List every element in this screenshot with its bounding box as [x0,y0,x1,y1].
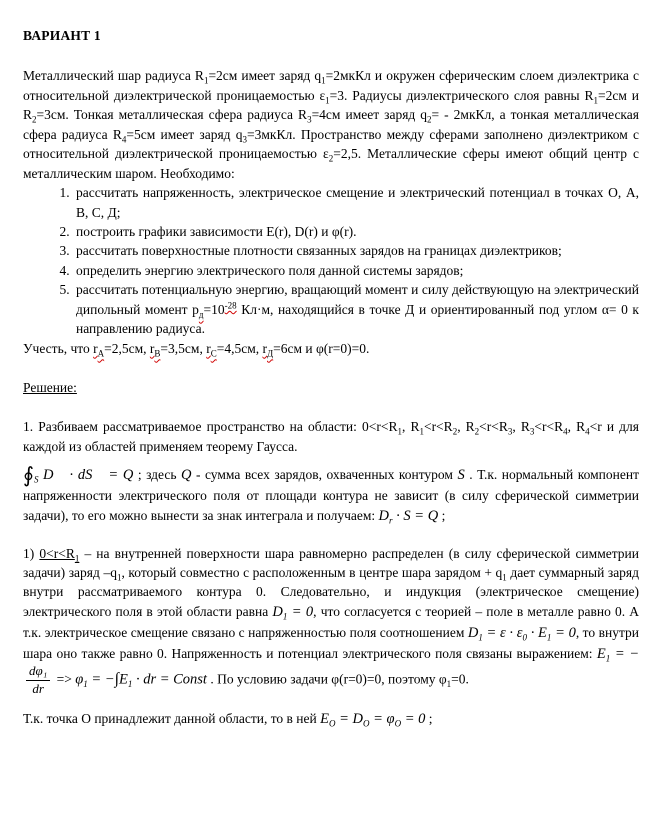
text-run: рассчитать поверхностные плотности связанных зарядов на границах диэлектриков; [76,243,562,259]
text-run: =0. [451,671,469,687]
text-run: · dr = Const [132,671,207,688]
variant-title: ВАРИАНТ 1 [23,28,101,43]
text-run: 1 [593,95,598,106]
text-run: <r<R [423,419,453,435]
text-run: = 0 [401,711,426,728]
text-run: , R [401,419,420,435]
text-run: r [93,340,98,356]
task-list [23,183,639,339]
text-run: =6см и φ(r=0)=0. [273,340,370,356]
text-run: 4 [121,134,127,145]
text-run: <r и для каждой из областей применяем теорему Гаусса. [23,419,639,454]
text-run: E [596,645,606,662]
text-run: 1 [127,679,133,690]
text-run: -28 [224,300,237,311]
text-run: = 0 [551,624,576,641]
text-run: 1 [74,553,80,564]
text-run: D [378,507,390,524]
text-run: · E [526,624,547,641]
text-run: = ε · ε [482,624,523,641]
text-run: ; [425,711,433,727]
text-run: 1 [116,572,122,583]
text-run: – на внутренней поверхности шара равномерно распределен (в силу сферической симметрии задачи) заряд –q [23,545,639,580]
text-run: E [118,671,128,688]
text-run: 3 [507,427,513,438]
text-run: , то внутри шара оно также равно 0. Напряженность и потенциал электрического поля связаны выражением: [23,624,639,661]
text-run: = - 2мкКл, а тонкая металлическая сфера радиуса R [23,107,639,142]
text-run: r [149,340,155,356]
task-item-1 [73,183,639,222]
text-run: O [363,719,370,729]
point-O-conclusion [23,709,639,730]
text-run: 1 [446,679,452,690]
text-run: 2 [32,115,37,125]
text-run: Д [267,348,274,359]
given-values-note [23,339,639,358]
text-run: 0<r<R [39,545,75,561]
solution-heading [23,378,639,397]
text-run: =2,5см, [104,340,150,356]
task-item-4 [73,261,639,280]
text-run: O [329,719,336,729]
text-run: . По условию задачи φ(r=0)=0, поэтому φ [206,671,447,687]
gauss-theorem-paragraph [23,465,639,526]
text-run: 2 [328,153,334,164]
text-run: 1 [83,679,88,690]
text-run: В [154,348,161,359]
text-run: E [320,711,329,728]
text-run: =3,5см, [160,340,207,356]
text-run: ; здесь [133,467,182,483]
text-run: Решение: [23,380,77,395]
text-run: => [53,671,76,687]
text-run: , R [567,419,586,435]
text-run: =2см имеет заряд q [208,68,322,84]
text-run: <r<R [479,419,508,435]
text-run: =10 [203,301,225,317]
text-run: , который совместно с расположенным в центре шара зарядом + q [121,564,503,580]
text-run: , R [512,419,530,435]
text-run: 1 [605,653,611,664]
text-run: - сумма всех зарядов, охваченных контуром [191,467,458,483]
text-run: Кл·м, находящийся в точке Д и ориентированный под углом α= 0 к направлению радиуса. [76,301,639,337]
text-run: 1 [203,76,209,87]
text-run: С [210,348,217,359]
text-run: 1 [321,76,326,87]
text-run: , R [457,419,475,435]
text-run: r [389,515,393,526]
text-run: r [206,340,211,356]
text-run: 1) [23,545,40,561]
text-run: 4 [585,427,590,438]
text-run: r [262,340,267,356]
text-run: O [394,719,402,729]
text-run: 1 [282,611,288,622]
solution-step-1 [23,417,639,456]
text-run: А [97,348,105,359]
text-run: S [457,467,465,484]
text-run: =4,5см, [216,340,263,356]
text-run: φ [75,671,84,688]
text-run: = 0 [287,603,314,620]
text-run: =2мкКл и окружен сферическим слоем диэлектрика с относительной диэлектрической проницаемостью ε [23,68,639,103]
text-run: Q [181,467,192,484]
text-run: определить энергию электрического поля данной системы зарядов; [76,262,464,278]
text-run: . Т.к. нормальный компонент напряженности электрического поля от площади контура не зависит (в силу сферической симметрии задачи), то его можно вынести за знак интеграла и получаем: [23,467,639,523]
text-run: 1 [325,95,330,106]
text-run: 3 [529,427,535,438]
text-run: Т.к. точка О принадлежит данной области, то в ней [23,711,321,727]
text-run: D [272,603,283,620]
text-run: 0 [522,632,527,643]
text-run: рассчитать напряженность, электрическое смещение и электрический потенциал в точках О, А, В, С, Д; [76,185,639,220]
text-run: <r<R [534,419,564,435]
text-run: = − [610,645,639,662]
text-run: 2 [474,427,480,438]
text-run: = φ [369,711,395,728]
region-1-analysis-paragraph [23,544,639,698]
text-run: 3 [242,134,248,145]
text-run: ∫ [114,670,119,688]
text-run: · S = Q [392,507,439,524]
text-run: дает суммарный заряд внутри рассматриваемого контура 0. Следовательно, и индукция (электрическое смещение) электрического поля в этой области равна [23,564,640,619]
text-run: д [198,309,204,320]
text-run: рассчитать потенциальную энергию, вращающий момент и силу действующую на электрический дипольный момент p [76,282,639,317]
text-run: =4см имеет заряд q [311,107,428,123]
task-item-5 [73,280,639,338]
text-run: =5см имеет заряд q [126,126,243,142]
text-run: ; [438,507,446,523]
text-run: ∮ [23,463,34,488]
text-run: =3. Радиусы диэлектрического слоя равны R [329,87,594,103]
text-run: 1 [502,572,507,583]
text-run: D [467,624,479,641]
text-run: построить графики зависимости E(r), D(r) и φ(r). [76,223,357,239]
text-run: 1 [397,427,402,438]
text-run: 4 [563,427,568,438]
fraction: $\frac{\text{dφ₁}}{dr}$ [26,664,50,697]
text-run: =2,5. Металлические сферы имеют общий центр с металлическим шаром. Необходимо: [23,146,639,181]
text-run: Металлический шар радиуса R [23,68,204,84]
problem-statement [23,66,639,183]
text-run: 1 [478,632,483,643]
task-item-2 [73,222,639,241]
text-run: =3мкКл. Пространство между сферами заполнено диэлектриком с относительной диэлектрической проницаемостью ε [23,126,639,162]
text-run: , что согласуется с теорией – поле в металле равно 0. А т.к. электрическое смещение связано с напряженностью поля соотношением [23,603,640,640]
text-run: 1 [546,632,552,643]
text-run: =3см. Тонкая металлическая сфера радиуса R [36,107,308,123]
text-run: D⃗ · dS⃗ = Q [42,467,134,484]
text-run: =2см и R [23,87,639,123]
text-run: 2 [452,427,458,438]
text-run: 3 [307,115,312,125]
text-run: S [33,475,39,485]
text-run: Учесть, что [23,340,94,356]
text-run: 1 [419,427,424,438]
text-run: = − [87,671,115,688]
text-run: 2 [427,115,432,125]
task-item-3 [73,241,639,260]
text-run: = D [335,711,364,728]
text-run: 1. Разбиваем рассматриваемое пространство на области: 0<r<R [23,419,398,435]
